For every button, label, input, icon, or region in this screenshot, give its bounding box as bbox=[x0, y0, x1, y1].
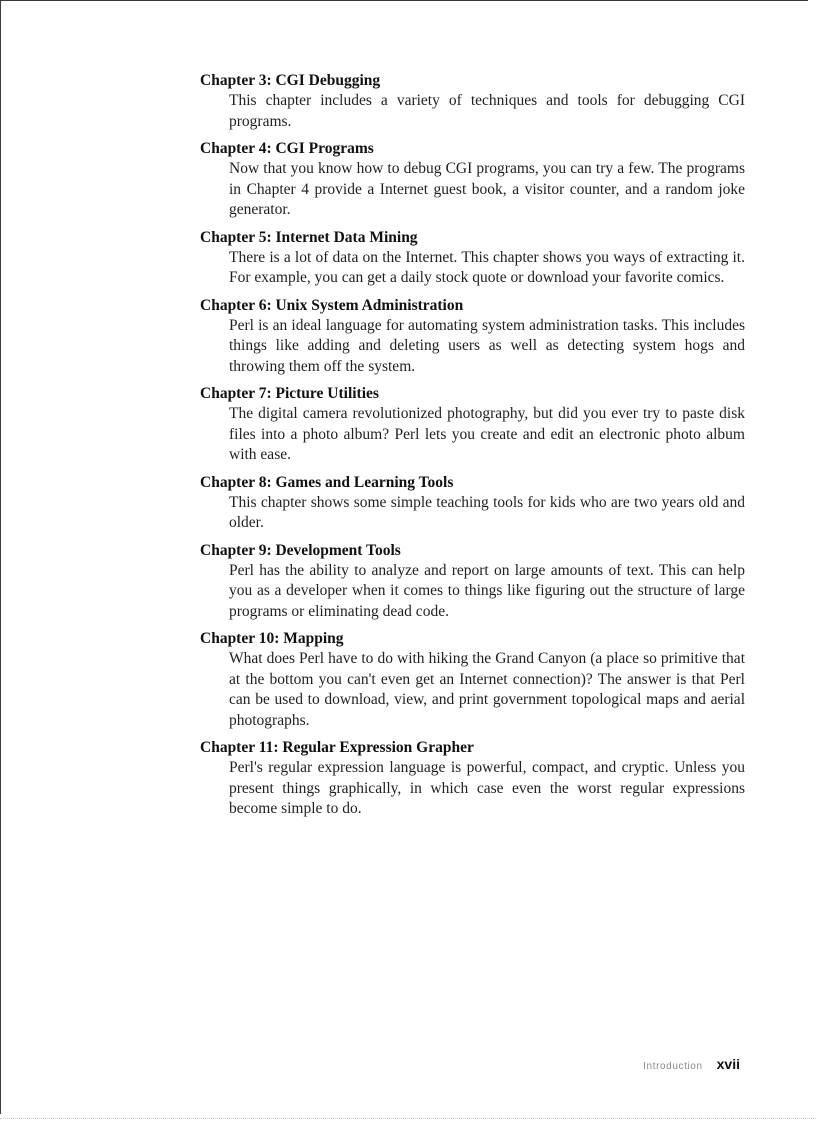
chapter-entry bbox=[200, 228, 745, 289]
chapter-title: Chapter 7: Picture Utilities bbox=[200, 385, 379, 402]
chapter-title: Chapter 4: CGI Programs bbox=[200, 140, 374, 157]
chapter-description: Perl is an ideal language for automating system administration tasks. This includes things like adding and deleting users as well as detecting system hogs and throwing them off the system. bbox=[229, 316, 745, 375]
chapter-description: Perl's regular expression language is powerful, compact, and cryptic. Unless you present things graphically, in which case even the worst regular expressions become simple to do. bbox=[229, 759, 745, 817]
chapter-description: Perl has the ability to analyze and report on large amounts of text. This can help you as a developer when it comes to things like figuring out the structure of large programs or eliminating dead code. bbox=[229, 561, 745, 620]
chapter-description: What does Perl have to do with hiking the Grand Canyon (a place so primitive that at the bottom you can't even get an Internet connection)? The answer is that Perl can be used to download, view, and print government topological maps and aerial photographs. bbox=[229, 650, 745, 729]
chapter-title: Chapter 5: Internet Data Mining bbox=[200, 228, 418, 246]
page-border-bottom bbox=[0, 1118, 816, 1119]
chapter-title: Chapter 3: CGI Debugging bbox=[200, 72, 381, 89]
chapter-title: Chapter 10: Mapping bbox=[200, 630, 344, 647]
chapter-entry bbox=[200, 384, 745, 466]
page-border-top bbox=[0, 0, 808, 1]
chapter-description: This chapter shows some simple teaching tools for kids who are two years old and older. bbox=[229, 493, 745, 531]
chapter-entry bbox=[200, 629, 745, 731]
chapter-title: Chapter 8: Games and Learning Tools bbox=[200, 473, 454, 491]
chapter-entry bbox=[200, 541, 745, 623]
chapter-entry bbox=[200, 738, 745, 820]
chapter-description: Now that you know how to debug CGI programs, you can try a few. The programs in Chapter 4 provide a Internet guest book, a visitor counter, and a random joke generator. bbox=[229, 160, 745, 218]
chapter-entry bbox=[200, 139, 745, 221]
chapter-description: There is a lot of data on the Internet. This chapter shows you ways of extracting it. For example, you can get a daily stock quote or download your favorite comics. bbox=[229, 248, 745, 286]
chapter-description: This chapter includes a variety of techniques and tools for debugging CGI programs. bbox=[229, 92, 745, 130]
running-footer-section: Introduction bbox=[643, 1061, 703, 1072]
chapter-description: The digital camera revolutionized photography, but did you ever try to paste disk files into a photo album? Perl lets you create and edit an electronic photo album with ease. bbox=[229, 405, 745, 463]
chapter-title: Chapter 9: Development Tools bbox=[200, 541, 401, 559]
page-number: xvii bbox=[716, 1056, 740, 1072]
page-footer bbox=[643, 1056, 740, 1072]
page-border-left bbox=[0, 0, 1, 1114]
chapter-title: Chapter 11: Regular Expression Grapher bbox=[200, 739, 474, 756]
chapter-entry bbox=[200, 473, 745, 534]
chapter-title: Chapter 6: Unix System Administration bbox=[200, 296, 464, 314]
chapter-entry bbox=[200, 296, 745, 378]
chapter-list bbox=[200, 71, 745, 827]
chapter-entry bbox=[200, 71, 745, 132]
